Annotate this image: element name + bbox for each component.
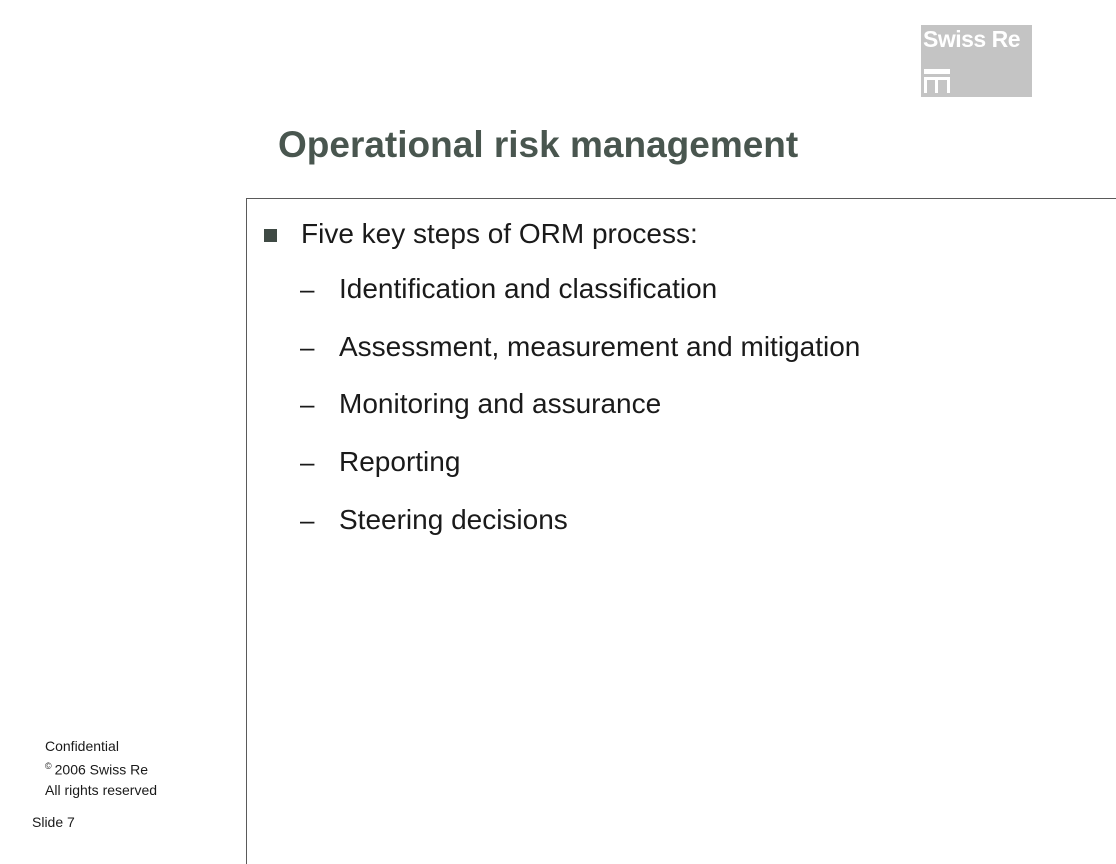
copyright-text: 2006 Swiss Re bbox=[54, 761, 149, 778]
confidential-label: Confidential bbox=[45, 738, 119, 754]
swiss-re-mark-icon bbox=[924, 69, 950, 93]
dash-bullet-icon: – bbox=[300, 331, 315, 362]
sub-bullet-text: Identification and classification bbox=[339, 273, 718, 304]
dash-bullet-icon: – bbox=[300, 504, 315, 535]
dash-bullet-icon: – bbox=[300, 273, 315, 304]
sub-bullet-text: Assessment, measurement and mitigation bbox=[339, 331, 861, 362]
footer-notice bbox=[45, 736, 157, 800]
sub-bullet-item bbox=[300, 388, 661, 420]
sub-bullet-text: Steering decisions bbox=[339, 504, 568, 535]
dash-bullet-icon: – bbox=[300, 388, 315, 419]
sub-bullet-text: Monitoring and assurance bbox=[339, 388, 662, 419]
slide-number: Slide 7 bbox=[32, 814, 75, 830]
content-frame-top-border bbox=[246, 198, 1116, 199]
sub-bullet-item bbox=[300, 504, 568, 536]
sub-bullet-text: Reporting bbox=[339, 446, 461, 477]
dash-bullet-icon: – bbox=[300, 446, 315, 477]
square-bullet-icon bbox=[264, 229, 277, 242]
swiss-re-logo bbox=[921, 25, 1032, 97]
copyright-symbol: © bbox=[45, 761, 52, 771]
sub-bullet-item bbox=[300, 446, 460, 478]
sub-bullet-item bbox=[300, 273, 717, 305]
content-frame-left-border bbox=[246, 198, 247, 864]
sub-bullet-item bbox=[300, 331, 860, 363]
main-bullet bbox=[264, 218, 698, 250]
logo-text: Swiss Re bbox=[923, 26, 1020, 52]
main-bullet-text: Five key steps of ORM process: bbox=[301, 218, 698, 249]
copyright-line bbox=[45, 756, 157, 780]
rights-label: All rights reserved bbox=[45, 781, 158, 798]
slide-title: Operational risk management bbox=[278, 124, 799, 165]
